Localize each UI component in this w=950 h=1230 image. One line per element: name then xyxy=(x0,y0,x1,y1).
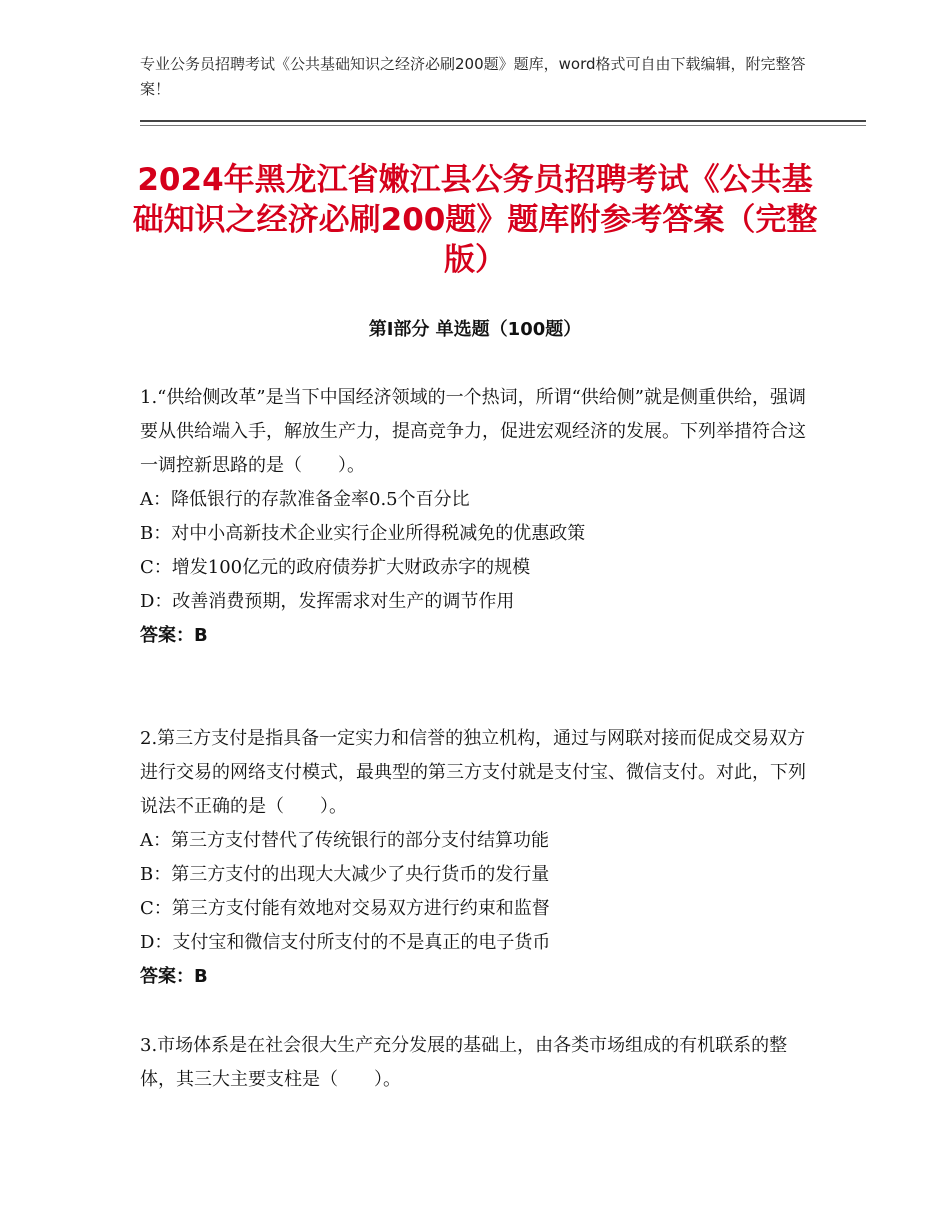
option-b: B：第三方支付的出现大大减少了央行货币的发行量 xyxy=(140,864,550,885)
option-a: A：降低银行的存款准备金率0.5个百分比 xyxy=(140,489,470,510)
answer: 答案：B xyxy=(140,966,208,987)
question-stem: 3.市场体系是在社会很大生产充分发展的基础上，由各类市场组成的有机联系的整体，其三大主要支柱是（ ）。 xyxy=(140,1035,788,1090)
option-d: D：改善消费预期，发挥需求对生产的调节作用 xyxy=(140,591,515,612)
option-b: B：对中小高新技术企业实行企业所得税减免的优惠政策 xyxy=(140,523,586,544)
option-d: D：支付宝和微信支付所支付的不是真正的电子货币 xyxy=(140,932,551,953)
section-heading: 第Ⅰ部分 单选题（100题） xyxy=(368,319,582,340)
question-3 xyxy=(140,1029,810,1097)
question-1 xyxy=(140,381,810,653)
option-c: C：第三方支付能有效地对交易双方进行约束和监督 xyxy=(140,898,550,919)
question-stem: 1.“供给侧改革”是当下中国经济领域的一个热词，所谓“供给侧”就是侧重供给，强调要从供给端入手，解放生产力，提高竞争力，促进宏观经济的发展。下列举措符合这一调控新思路的是（ ）。 xyxy=(140,387,806,476)
header-divider xyxy=(140,120,866,122)
header-divider-thin xyxy=(140,125,866,126)
answer: 答案：B xyxy=(140,625,208,646)
question-stem: 2.第三方支付是指具备一定实力和信誉的独立机构，通过与网联对接而促成交易双方进行交易的网络支付模式，最典型的第三方支付就是支付宝、微信支付。对此，下列说法不正确的是（ ）。 xyxy=(140,728,806,817)
header-note: 专业公务员招聘考试《公共基础知识之经济必刷200题》题库，word格式可自由下载编辑，附完整答案！ xyxy=(140,55,806,98)
option-a: A：第三方支付替代了传统银行的部分支付结算功能 xyxy=(140,830,549,851)
option-c: C：增发100亿元的政府债券扩大财政赤字的规模 xyxy=(140,557,531,578)
document-title: 2024年黑龙江省嫩江县公务员招聘考试《公共基础知识之经济必刷200题》题库附参考答案（完整版） xyxy=(132,162,818,278)
question-2 xyxy=(140,722,810,994)
